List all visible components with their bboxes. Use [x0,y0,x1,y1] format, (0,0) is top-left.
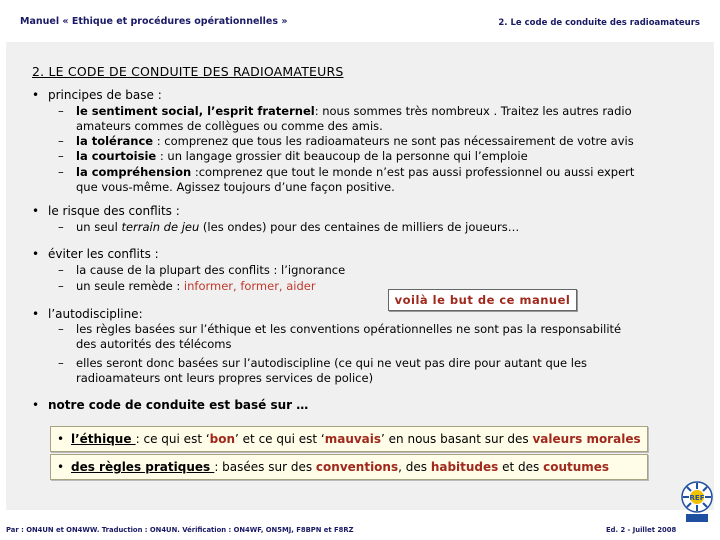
principe-item: – la compréhension :comprenez que tout le monde n’est pas aussi professionnel ou aussi expert que vous-même. Agissez toujours d’une façon positive. [58,165,635,194]
autodiscipline-item: – les règles basées sur l’éthique et les conventions opérationnelles ne sont pas la responsabilité des autorités des télécoms [58,322,622,351]
page-title: 2. LE CODE DE CONDUITE DES RADIOAMATEURS [32,64,344,79]
ethique-box: • l’éthique : ce qui est ‘bon’ et ce qui est ‘mauvais’ en nous basant sur des valeurs morales [50,426,648,452]
autodiscipline-item: – elles seront donc basées sur l’autodiscipline (ce qui ne veut pas dire pour autant que les radioamateurs ont leurs propres services de police) [58,356,588,385]
principe-item: – le sentiment social, l’esprit fraternel: nous sommes très nombreux . Traitez les autres radio amateurs commes de collègues ou comme des amis. [58,104,632,133]
risque-label: le risque des conflits : [48,204,180,218]
bullet-dot-icon: • [32,88,40,102]
bullet-risque [32,204,180,218]
principe-item: – la tolérance : comprenez que tous les radioamateurs ne sont pas nécessairement de votre avis [58,134,634,148]
header-left: Manuel « Ethique et procédures opérationnelles » [20,16,288,27]
risque-item: – un seul terrain de jeu (les ondes) pour des centaines de milliers de joueurs… [58,220,520,234]
bullet-code [32,398,308,412]
footer-credits: Par : ON4UN et ON4WW. Traduction : ON4UN. Vérification : ON4WF, ON5MJ, F8BPN et F8RZ [6,526,354,534]
principe-item: – la courtoisie : un langage grossier dit beaucoup de la personne qui l’emploie [58,149,528,163]
logo-base [686,514,708,522]
eviter-label: éviter les conflits : [48,247,159,261]
bullet-eviter [32,247,159,261]
principes-label: principes de base : [48,88,162,102]
eviter-item: – la cause de la plupart des conflits : l’ignorance [58,263,346,277]
bullet-dot-icon: • [32,398,40,412]
bullet-autodiscipline [32,307,143,321]
code-label: notre code de conduite est basé sur … [48,398,309,412]
regles-box: • des règles pratiques : basées sur des conventions, des habitudes et des coutumes [50,454,648,480]
autodiscipline-label: l’autodiscipline: [48,307,143,321]
bullet-dot-icon: • [32,204,40,218]
logo-text: REF [689,494,705,502]
bullet-dot-icon: • [32,247,40,261]
bullet-principes [32,88,162,102]
header-right: 2. Le code de conduite des radioamateurs [498,18,700,28]
eviter-item: – un seule remède : informer, former, aider [58,279,316,293]
callout-box: voilà le but de ce manuel [388,289,577,311]
bullet-dot-icon: • [57,460,65,474]
footer-edition: Ed. 2 - Juillet 2008 [606,526,677,534]
ref-logo [680,480,714,524]
bullet-dot-icon: • [32,307,40,321]
bullet-dot-icon: • [57,432,65,446]
